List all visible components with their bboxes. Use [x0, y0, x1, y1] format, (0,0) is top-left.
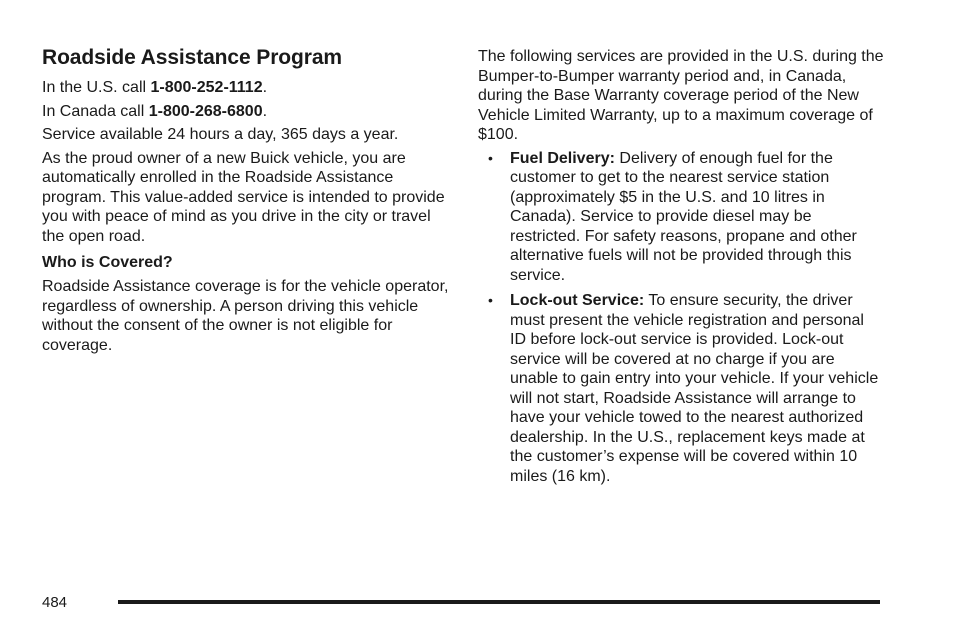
who-covered-paragraph: Roadside Assistance coverage is for the vehicle operator, regardless of ownership. A person driving this vehicle without the consent of the owner is not eligible for coverage. — [42, 278, 449, 354]
list-item-fuel-delivery — [478, 149, 884, 286]
us-phone-line — [42, 78, 452, 98]
list-item-lock-out-service — [478, 291, 884, 486]
service-text: To ensure security, the driver must present the vehicle registration and personal ID before lock-out service is provided. Lock-out service will be covered at no charge if you are unable to gain entry into your vehicle. If your vehicle will not start, Roadside Assistance will arrange to have your vehicle towed to the nearest authorized dealership. In the U.S., replacement keys made at the customer’s expense will be covered within 10 miles (16 km). — [510, 292, 879, 485]
services-intro: The following services are provided in the U.S. during the Bumper-to-Bumper warranty period and, in Canada, during the Base Warranty coverage period of the New Vehicle Limited Warranty, up to a maximum coverage of $100. — [478, 48, 884, 143]
us-call-prefix: In the U.S. call — [42, 79, 151, 96]
page-number: 484 — [42, 594, 68, 611]
bullet-icon: • — [488, 292, 493, 308]
services-list — [478, 149, 884, 487]
intro-paragraph: As the proud owner of a new Buick vehicle, you are automatically enrolled in the Roadside Assistance program. This value-added service is intended to provide you with peace of mind as you drive in the city or travel the open road. — [42, 149, 445, 245]
canada-phone-line — [42, 102, 452, 122]
right-column — [478, 47, 884, 492]
service-text: Delivery of enough fuel for the customer to get to the nearest service station (approximately $5 in the U.S. and 10 litres in Canada). Service to provide diesel may be restricted. For safety reasons, propane and other alternative fuels will not be provided through this service. — [510, 149, 857, 284]
who-covered-heading: Who is Covered? — [42, 254, 173, 271]
canada-call-prefix: In Canada call — [42, 102, 149, 120]
service-label: Fuel Delivery: — [510, 149, 615, 167]
section-title: Roadside Assistance Program — [42, 46, 342, 69]
us-phone-number: 1-800-252-1112 — [150, 79, 263, 96]
service-label: Lock-out Service: — [510, 292, 645, 309]
canada-phone-number: 1-800-268-6800 — [148, 102, 263, 120]
canada-call-suffix: . — [262, 102, 268, 120]
availability-text: Service available 24 hours a day, 365 days a year. — [42, 126, 399, 143]
bullet-icon: • — [488, 149, 493, 166]
left-column — [42, 44, 452, 359]
us-call-suffix: . — [262, 79, 268, 96]
footer-divider — [118, 600, 880, 604]
